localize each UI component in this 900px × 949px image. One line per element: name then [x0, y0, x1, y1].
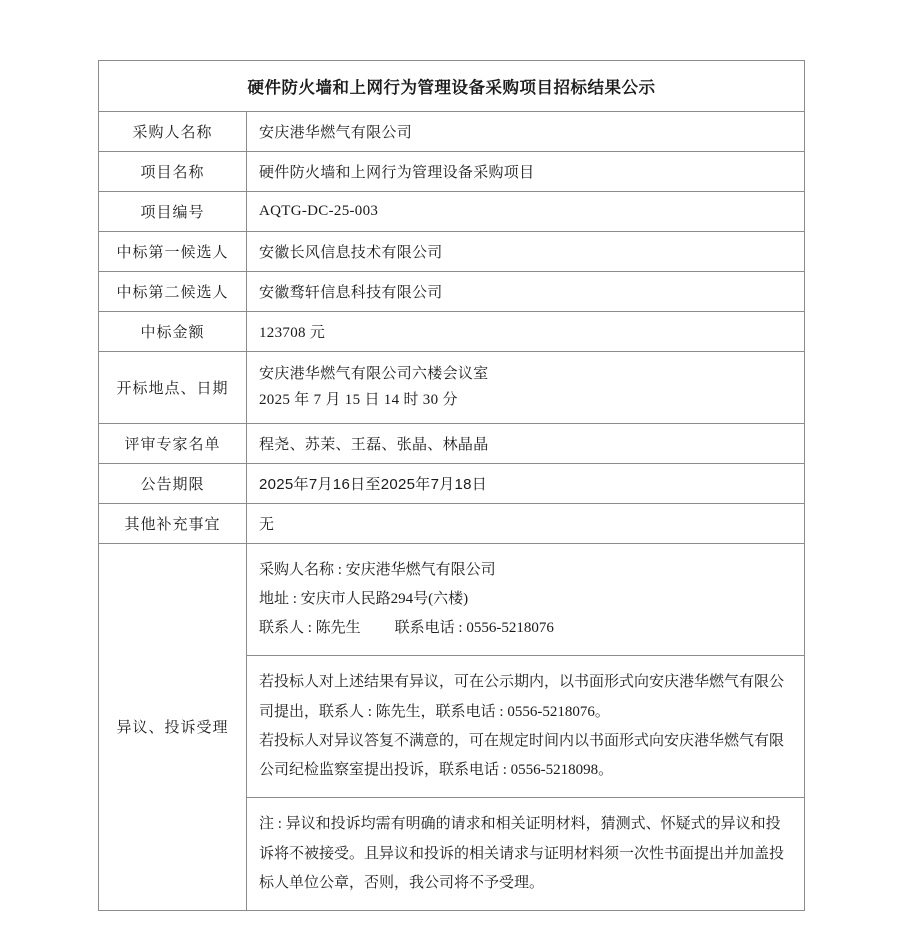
row-value-purchaser-name: 安庆港华燃气有限公司 [247, 112, 805, 152]
table-row [99, 352, 805, 424]
complaint-subtable [247, 544, 804, 911]
row-value-experts: 程尧、苏茉、王磊、张晶、林晶晶 [247, 423, 805, 463]
row-value-notice-period: 2025年7月16日至2025年7月18日 [247, 463, 805, 503]
row-value-bid-open [247, 352, 805, 424]
table-row [99, 232, 805, 272]
row-label-first-candidate: 中标第一候选人 [99, 232, 247, 272]
row-label-project-number: 项目编号 [99, 192, 247, 232]
table-row [99, 192, 805, 232]
table-row-title [99, 61, 805, 112]
row-value-first-candidate: 安徽长风信息技术有限公司 [247, 232, 805, 272]
complaint-note-block [247, 798, 804, 910]
row-value-project-number: AQTG-DC-25-003 [247, 192, 805, 232]
table-row-complaint [99, 543, 805, 911]
row-label-complaint: 异议、投诉受理 [99, 543, 247, 911]
table-row [99, 112, 805, 152]
complaint-paragraph-2: 若投标人对异议答复不满意的，可在规定时间内以书面形式向安庆港华燃气有限公司纪检监察室提出投诉，联系电话 : 0556-5218098。 [259, 732, 785, 778]
row-label-bid-amount: 中标金额 [99, 312, 247, 352]
contact-person: 联系人 : 陈先生 [259, 620, 361, 636]
contact-purchaser-name: 采购人名称 : 安庆港华燃气有限公司 [259, 561, 496, 578]
bid-open-place: 安庆港华燃气有限公司六楼会议室 [259, 366, 489, 382]
table-row [99, 503, 805, 543]
table-row [99, 152, 805, 192]
complaint-procedure-block [247, 656, 804, 798]
table-row [99, 272, 805, 312]
row-label-second-candidate: 中标第二候选人 [99, 272, 247, 312]
bid-result-table [98, 60, 805, 911]
complaint-contact-block [247, 544, 804, 656]
row-label-bid-open: 开标地点、日期 [99, 352, 247, 424]
contact-phone: 联系电话 : 0556-5218076 [394, 620, 554, 636]
contact-address: 地址 : 安庆市人民路294号(六楼) [259, 590, 469, 607]
row-value-other-matters: 无 [247, 503, 805, 543]
row-value-complaint [247, 543, 805, 911]
bid-open-datetime: 2025 年 7 月 15 日 14 时 30 分 [259, 392, 458, 409]
table-row [99, 463, 805, 503]
row-value-second-candidate: 安徽骛轩信息科技有限公司 [247, 272, 805, 312]
row-label-experts: 评审专家名单 [99, 423, 247, 463]
table-row [99, 423, 805, 463]
table-row [99, 312, 805, 352]
row-label-other-matters: 其他补充事宜 [99, 503, 247, 543]
row-value-project-name: 硬件防火墙和上网行为管理设备采购项目 [247, 152, 805, 192]
row-label-project-name: 项目名称 [99, 152, 247, 192]
row-label-notice-period: 公告期限 [99, 463, 247, 503]
row-label-purchaser-name: 采购人名称 [99, 112, 247, 152]
row-value-bid-amount: 123708 元 [247, 312, 805, 352]
page-title: 硬件防火墙和上网行为管理设备采购项目招标结果公示 [99, 61, 805, 112]
complaint-paragraph-1: 若投标人对上述结果有异议，可在公示期内，以书面形式向安庆港华燃气有限公司提出，联系人 : 陈先生，联系电话 : 0556-5218076。 [259, 674, 785, 720]
complaint-note: 注 : 异议和投诉均需有明确的请求和相关证明材料，猜测式、怀疑式的异议和投诉将不被接受。且异议和投诉的相关请求与证明材料须一次性书面提出并加盖投标人单位公章，否则，我公司将不予受理。 [259, 816, 785, 891]
